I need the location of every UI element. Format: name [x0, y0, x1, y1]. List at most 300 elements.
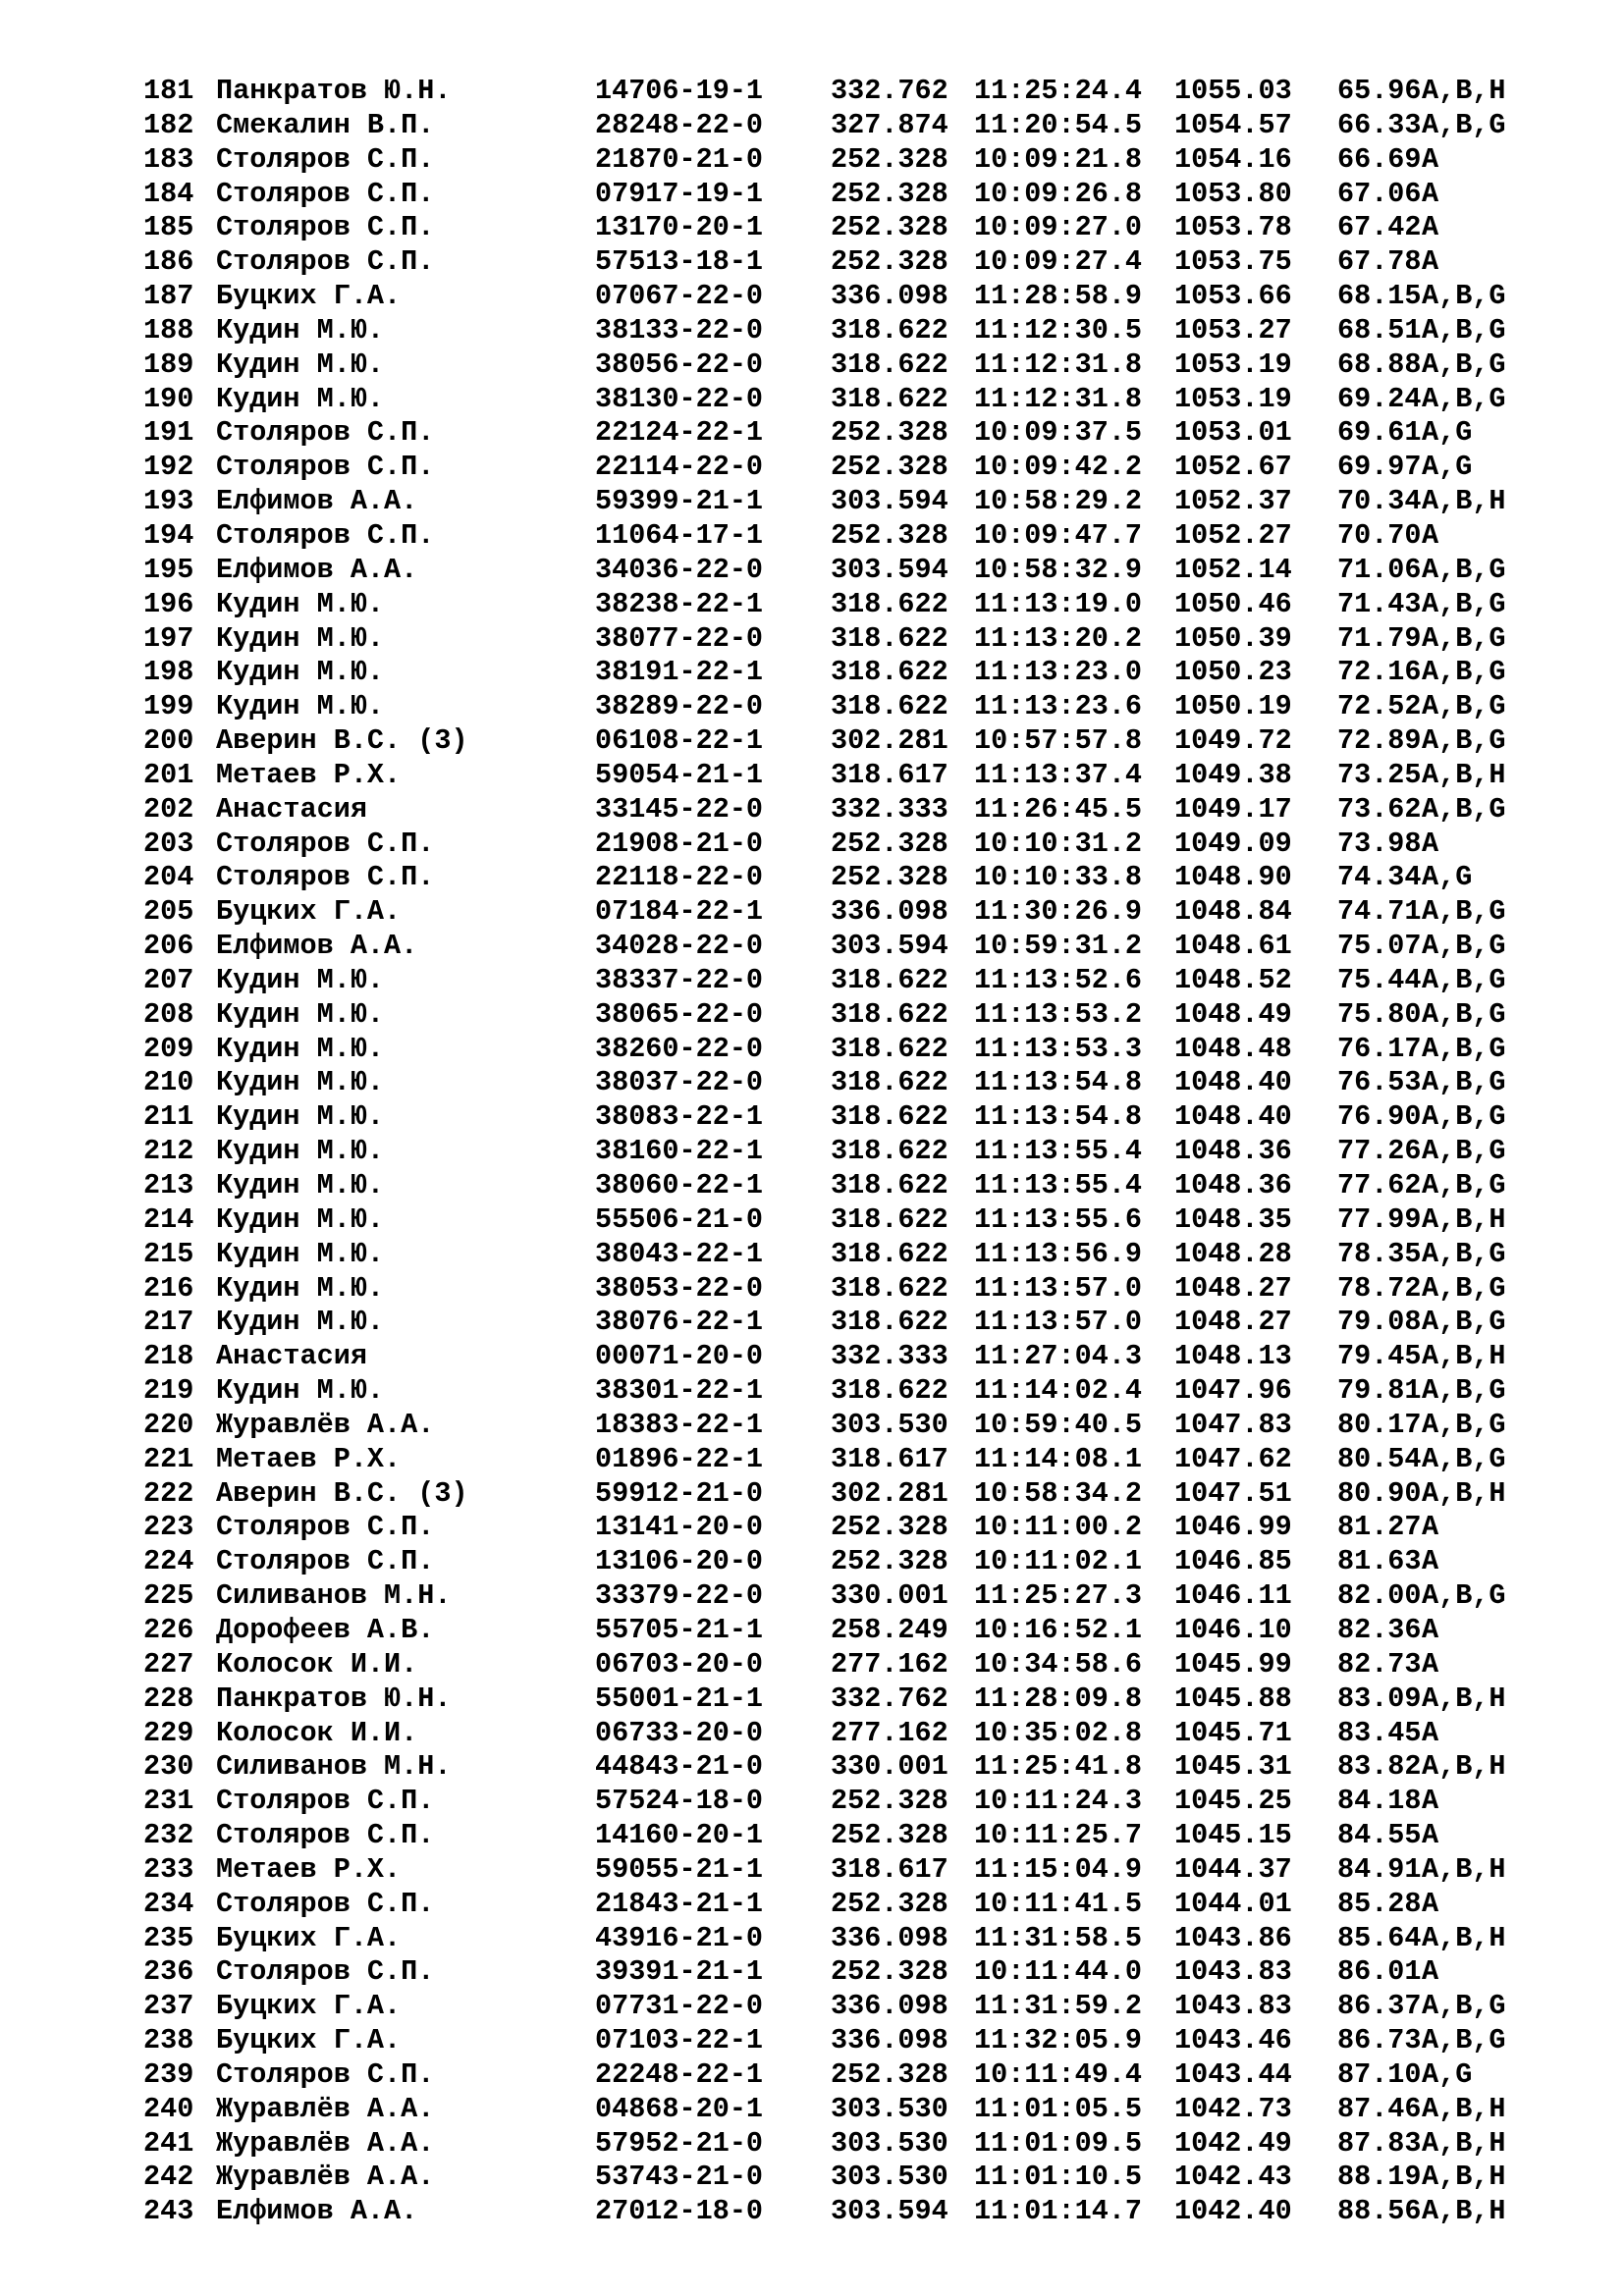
row-number: 196 — [143, 587, 194, 620]
row-number: 229 — [143, 1716, 194, 1749]
fancier-name: Кудин М.Ю. — [216, 1271, 385, 1305]
row-number: 217 — [143, 1306, 194, 1339]
arrival-time: 10:59:31.2 — [974, 930, 1143, 963]
arrival-time: 11:25:24.4 — [974, 75, 1143, 107]
coefficient: 84.91 — [1337, 1852, 1422, 1886]
coefficient: 75.07 — [1337, 930, 1422, 963]
row-number: 211 — [143, 1100, 194, 1134]
coefficient: 79.08 — [1337, 1306, 1422, 1339]
classes: A — [1422, 1613, 1439, 1646]
ring-number: 39391-21-1 — [595, 1955, 764, 1989]
arrival-time: 10:10:31.2 — [974, 827, 1143, 860]
fancier-name: Кудин М.Ю. — [216, 313, 385, 347]
fancier-name: Кудин М.Ю. — [216, 587, 385, 620]
distance: 252.328 — [831, 451, 948, 484]
ring-number: 13141-20-0 — [595, 1511, 764, 1544]
distance: 318.622 — [831, 1135, 948, 1168]
classes: A,B,H — [1422, 758, 1506, 791]
ring-number: 38301-22-1 — [595, 1374, 764, 1408]
coefficient: 88.19 — [1337, 2161, 1422, 2194]
fancier-name: Журавлёв А.А. — [216, 2092, 435, 2125]
distance: 252.328 — [831, 1511, 948, 1544]
classes: A,B,G — [1422, 553, 1506, 586]
classes: A,B,G — [1422, 1100, 1506, 1134]
row-number: 216 — [143, 1271, 194, 1305]
arrival-time: 11:13:52.6 — [974, 963, 1143, 996]
classes: A,B,H — [1422, 2126, 1506, 2160]
row-number: 227 — [143, 1647, 194, 1681]
row-number: 242 — [143, 2161, 194, 2194]
classes: A,B,H — [1422, 1202, 1506, 1236]
speed: 1045.25 — [1174, 1785, 1292, 1818]
arrival-time: 11:26:45.5 — [974, 792, 1143, 826]
classes: A,B,G — [1422, 1271, 1506, 1305]
coefficient: 85.64 — [1337, 1921, 1422, 1954]
coefficient: 71.43 — [1337, 587, 1422, 620]
ring-number: 38076-22-1 — [595, 1306, 764, 1339]
arrival-time: 10:09:21.8 — [974, 142, 1143, 176]
ring-number: 59054-21-1 — [595, 758, 764, 791]
row-number: 201 — [143, 758, 194, 791]
ring-number: 07917-19-1 — [595, 177, 764, 210]
distance: 252.328 — [831, 416, 948, 450]
distance: 318.622 — [831, 656, 948, 689]
speed: 1048.36 — [1174, 1135, 1292, 1168]
classes: A,B,G — [1422, 313, 1506, 347]
distance: 252.328 — [831, 211, 948, 244]
distance: 336.098 — [831, 1921, 948, 1954]
arrival-time: 11:28:58.9 — [974, 280, 1143, 313]
ring-number: 55506-21-0 — [595, 1202, 764, 1236]
ring-number: 14706-19-1 — [595, 75, 764, 107]
coefficient: 70.34 — [1337, 485, 1422, 518]
row-number: 230 — [143, 1750, 194, 1784]
ring-number: 07184-22-1 — [595, 895, 764, 929]
fancier-name: Буцких Г.А. — [216, 2024, 402, 2057]
fancier-name: Кудин М.Ю. — [216, 997, 385, 1031]
ring-number: 01896-22-1 — [595, 1442, 764, 1475]
coefficient: 83.82 — [1337, 1750, 1422, 1784]
row-number: 182 — [143, 108, 194, 141]
arrival-time: 11:28:09.8 — [974, 1682, 1143, 1715]
row-number: 210 — [143, 1066, 194, 1099]
ring-number: 59055-21-1 — [595, 1852, 764, 1886]
arrival-time: 11:25:41.8 — [974, 1750, 1143, 1784]
coefficient: 77.99 — [1337, 1202, 1422, 1236]
distance: 318.622 — [831, 1032, 948, 1065]
arrival-time: 10:58:32.9 — [974, 553, 1143, 586]
row-number: 232 — [143, 1819, 194, 1852]
distance: 252.328 — [831, 1955, 948, 1989]
fancier-name: Елфимов А.А. — [216, 553, 418, 586]
row-number: 184 — [143, 177, 194, 210]
fancier-name: Буцких Г.А. — [216, 280, 402, 313]
speed: 1048.35 — [1174, 1202, 1292, 1236]
arrival-time: 11:13:23.6 — [974, 690, 1143, 723]
fancier-name: Метаев Р.Х. — [216, 1442, 402, 1475]
arrival-time: 10:11:25.7 — [974, 1819, 1143, 1852]
coefficient: 85.28 — [1337, 1887, 1422, 1920]
speed: 1045.71 — [1174, 1716, 1292, 1749]
speed: 1047.83 — [1174, 1408, 1292, 1441]
coefficient: 71.79 — [1337, 621, 1422, 655]
fancier-name: Смекалин В.П. — [216, 108, 435, 141]
coefficient: 67.06 — [1337, 177, 1422, 210]
row-number: 209 — [143, 1032, 194, 1065]
distance: 252.328 — [831, 1545, 948, 1578]
distance: 318.622 — [831, 690, 948, 723]
speed: 1043.83 — [1174, 1990, 1292, 2023]
speed: 1043.83 — [1174, 1955, 1292, 1989]
distance: 336.098 — [831, 1990, 948, 2023]
row-number: 235 — [143, 1921, 194, 1954]
fancier-name: Колосок И.И. — [216, 1716, 418, 1749]
row-number: 188 — [143, 313, 194, 347]
speed: 1045.31 — [1174, 1750, 1292, 1784]
arrival-time: 10:57:57.8 — [974, 724, 1143, 758]
distance: 318.622 — [831, 313, 948, 347]
fancier-name: Аверин В.С. (3) — [216, 1476, 468, 1510]
arrival-time: 10:58:29.2 — [974, 485, 1143, 518]
distance: 327.874 — [831, 108, 948, 141]
speed: 1050.23 — [1174, 656, 1292, 689]
speed: 1053.19 — [1174, 382, 1292, 415]
coefficient: 76.53 — [1337, 1066, 1422, 1099]
speed: 1042.40 — [1174, 2195, 1292, 2228]
speed: 1046.99 — [1174, 1511, 1292, 1544]
ring-number: 07103-22-1 — [595, 2024, 764, 2057]
distance: 303.530 — [831, 1408, 948, 1441]
distance: 318.622 — [831, 963, 948, 996]
speed: 1044.37 — [1174, 1852, 1292, 1886]
coefficient: 83.45 — [1337, 1716, 1422, 1749]
row-number: 198 — [143, 656, 194, 689]
classes: A,B,G — [1422, 382, 1506, 415]
coefficient: 72.16 — [1337, 656, 1422, 689]
coefficient: 73.62 — [1337, 792, 1422, 826]
ring-number: 38053-22-0 — [595, 1271, 764, 1305]
distance: 258.249 — [831, 1613, 948, 1646]
fancier-name: Столяров С.П. — [216, 451, 435, 484]
classes: A,B,G — [1422, 724, 1506, 758]
coefficient: 80.17 — [1337, 1408, 1422, 1441]
coefficient: 78.35 — [1337, 1237, 1422, 1270]
ring-number: 11064-17-1 — [595, 518, 764, 552]
ring-number: 38160-22-1 — [595, 1135, 764, 1168]
classes: A — [1422, 1955, 1439, 1989]
distance: 318.622 — [831, 1066, 948, 1099]
row-number: 191 — [143, 416, 194, 450]
speed: 1055.03 — [1174, 75, 1292, 107]
arrival-time: 11:12:31.8 — [974, 382, 1143, 415]
ring-number: 21870-21-0 — [595, 142, 764, 176]
classes: A,B,H — [1422, 75, 1506, 107]
fancier-name: Елфимов А.А. — [216, 930, 418, 963]
distance: 303.594 — [831, 2195, 948, 2228]
row-number: 231 — [143, 1785, 194, 1818]
arrival-time: 10:58:34.2 — [974, 1476, 1143, 1510]
speed: 1045.99 — [1174, 1647, 1292, 1681]
distance: 277.162 — [831, 1647, 948, 1681]
classes: A,B,H — [1422, 1476, 1506, 1510]
speed: 1049.38 — [1174, 758, 1292, 791]
coefficient: 76.17 — [1337, 1032, 1422, 1065]
speed: 1048.40 — [1174, 1100, 1292, 1134]
fancier-name: Кудин М.Ю. — [216, 1306, 385, 1339]
distance: 252.328 — [831, 861, 948, 894]
row-number: 221 — [143, 1442, 194, 1475]
coefficient: 75.44 — [1337, 963, 1422, 996]
fancier-name: Кудин М.Ю. — [216, 382, 385, 415]
fancier-name: Столяров С.П. — [216, 827, 435, 860]
classes: A,B,G — [1422, 1135, 1506, 1168]
fancier-name: Кудин М.Ю. — [216, 656, 385, 689]
ring-number: 07731-22-0 — [595, 1990, 764, 2023]
classes: A,B,G — [1422, 621, 1506, 655]
distance: 318.617 — [831, 1852, 948, 1886]
speed: 1048.49 — [1174, 997, 1292, 1031]
distance: 336.098 — [831, 2024, 948, 2057]
fancier-name: Метаев Р.Х. — [216, 1852, 402, 1886]
coefficient: 69.61 — [1337, 416, 1422, 450]
speed: 1054.57 — [1174, 108, 1292, 141]
coefficient: 78.72 — [1337, 1271, 1422, 1305]
fancier-name: Журавлёв А.А. — [216, 2126, 435, 2160]
classes: A — [1422, 1511, 1439, 1544]
arrival-time: 11:15:04.9 — [974, 1852, 1143, 1886]
arrival-time: 10:11:02.1 — [974, 1545, 1143, 1578]
row-number: 197 — [143, 621, 194, 655]
coefficient: 70.70 — [1337, 518, 1422, 552]
coefficient: 73.98 — [1337, 827, 1422, 860]
ring-number: 57524-18-0 — [595, 1785, 764, 1818]
fancier-name: Столяров С.П. — [216, 861, 435, 894]
ring-number: 38065-22-0 — [595, 997, 764, 1031]
distance: 303.594 — [831, 553, 948, 586]
classes: A,B,H — [1422, 485, 1506, 518]
row-number: 233 — [143, 1852, 194, 1886]
fancier-name: Столяров С.П. — [216, 177, 435, 210]
arrival-time: 10:09:27.4 — [974, 245, 1143, 279]
ring-number: 00071-20-0 — [595, 1340, 764, 1373]
classes: A,B,G — [1422, 108, 1506, 141]
arrival-time: 11:01:05.5 — [974, 2092, 1143, 2125]
ring-number: 59912-21-0 — [595, 1476, 764, 1510]
arrival-time: 11:13:53.3 — [974, 1032, 1143, 1065]
distance: 318.622 — [831, 347, 948, 381]
distance: 318.617 — [831, 1442, 948, 1475]
row-number: 224 — [143, 1545, 194, 1578]
arrival-time: 11:31:59.2 — [974, 1990, 1143, 2023]
speed: 1052.14 — [1174, 553, 1292, 586]
ring-number: 06108-22-1 — [595, 724, 764, 758]
fancier-name: Столяров С.П. — [216, 211, 435, 244]
ring-number: 27012-18-0 — [595, 2195, 764, 2228]
ring-number: 57952-21-0 — [595, 2126, 764, 2160]
coefficient: 67.78 — [1337, 245, 1422, 279]
distance: 330.001 — [831, 1579, 948, 1613]
distance: 277.162 — [831, 1716, 948, 1749]
arrival-time: 11:25:27.3 — [974, 1579, 1143, 1613]
distance: 252.328 — [831, 142, 948, 176]
speed: 1053.66 — [1174, 280, 1292, 313]
coefficient: 71.06 — [1337, 553, 1422, 586]
arrival-time: 11:12:31.8 — [974, 347, 1143, 381]
fancier-name: Столяров С.П. — [216, 1819, 435, 1852]
distance: 332.333 — [831, 792, 948, 826]
row-number: 220 — [143, 1408, 194, 1441]
coefficient: 86.37 — [1337, 1990, 1422, 2023]
arrival-time: 11:32:05.9 — [974, 2024, 1143, 2057]
ring-number: 55001-21-1 — [595, 1682, 764, 1715]
row-number: 237 — [143, 1990, 194, 2023]
speed: 1048.52 — [1174, 963, 1292, 996]
distance: 303.530 — [831, 2092, 948, 2125]
speed: 1053.78 — [1174, 211, 1292, 244]
row-number: 228 — [143, 1682, 194, 1715]
row-number: 226 — [143, 1613, 194, 1646]
classes: A,G — [1422, 416, 1473, 450]
arrival-time: 11:27:04.3 — [974, 1340, 1143, 1373]
arrival-time: 11:13:55.6 — [974, 1202, 1143, 1236]
speed: 1053.75 — [1174, 245, 1292, 279]
distance: 303.530 — [831, 2126, 948, 2160]
speed: 1042.43 — [1174, 2161, 1292, 2194]
arrival-time: 11:01:10.5 — [974, 2161, 1143, 2194]
row-number: 222 — [143, 1476, 194, 1510]
ring-number: 33145-22-0 — [595, 792, 764, 826]
arrival-time: 11:13:55.4 — [974, 1169, 1143, 1201]
row-number: 215 — [143, 1237, 194, 1270]
speed: 1053.19 — [1174, 347, 1292, 381]
distance: 336.098 — [831, 280, 948, 313]
row-number: 204 — [143, 861, 194, 894]
ring-number: 38077-22-0 — [595, 621, 764, 655]
arrival-time: 11:13:53.2 — [974, 997, 1143, 1031]
arrival-time: 11:13:54.8 — [974, 1100, 1143, 1134]
fancier-name: Столяров С.П. — [216, 518, 435, 552]
classes: A,B,G — [1422, 1169, 1506, 1201]
ring-number: 44843-21-0 — [595, 1750, 764, 1784]
speed: 1044.01 — [1174, 1887, 1292, 1920]
row-number: 190 — [143, 382, 194, 415]
fancier-name: Кудин М.Ю. — [216, 1374, 385, 1408]
speed: 1048.27 — [1174, 1306, 1292, 1339]
classes: A — [1422, 245, 1439, 279]
classes: A — [1422, 1785, 1439, 1818]
distance: 302.281 — [831, 724, 948, 758]
arrival-time: 10:34:58.6 — [974, 1647, 1143, 1681]
fancier-name: Буцких Г.А. — [216, 1990, 402, 2023]
distance: 318.617 — [831, 758, 948, 791]
fancier-name: Кудин М.Ю. — [216, 1169, 385, 1201]
speed: 1043.46 — [1174, 2024, 1292, 2057]
classes: A,B,G — [1422, 2024, 1506, 2057]
coefficient: 79.81 — [1337, 1374, 1422, 1408]
classes: A,B,G — [1422, 1032, 1506, 1065]
distance: 318.622 — [831, 587, 948, 620]
arrival-time: 10:11:24.3 — [974, 1785, 1143, 1818]
fancier-name: Елфимов А.А. — [216, 485, 418, 518]
fancier-name: Столяров С.П. — [216, 1545, 435, 1578]
row-number: 240 — [143, 2092, 194, 2125]
row-number: 212 — [143, 1135, 194, 1168]
row-number: 185 — [143, 211, 194, 244]
arrival-time: 10:09:42.2 — [974, 451, 1143, 484]
fancier-name: Аверин В.С. (3) — [216, 724, 468, 758]
distance: 318.622 — [831, 1271, 948, 1305]
row-number: 206 — [143, 930, 194, 963]
speed: 1048.13 — [1174, 1340, 1292, 1373]
speed: 1043.44 — [1174, 2057, 1292, 2091]
ring-number: 53743-21-0 — [595, 2161, 764, 2194]
fancier-name: Анастасия — [216, 1340, 367, 1373]
ring-number: 38043-22-1 — [595, 1237, 764, 1270]
distance: 252.328 — [831, 245, 948, 279]
speed: 1048.90 — [1174, 861, 1292, 894]
speed: 1045.15 — [1174, 1819, 1292, 1852]
arrival-time: 11:13:23.0 — [974, 656, 1143, 689]
distance: 252.328 — [831, 177, 948, 210]
coefficient: 66.69 — [1337, 142, 1422, 176]
classes: A,B,H — [1422, 2195, 1506, 2228]
fancier-name: Кудин М.Ю. — [216, 621, 385, 655]
speed: 1052.67 — [1174, 451, 1292, 484]
coefficient: 75.80 — [1337, 997, 1422, 1031]
speed: 1050.39 — [1174, 621, 1292, 655]
distance: 252.328 — [831, 827, 948, 860]
row-number: 193 — [143, 485, 194, 518]
fancier-name: Кудин М.Ю. — [216, 1100, 385, 1134]
fancier-name: Столяров С.П. — [216, 416, 435, 450]
classes: A — [1422, 1887, 1439, 1920]
speed: 1053.01 — [1174, 416, 1292, 450]
arrival-time: 11:13:54.8 — [974, 1066, 1143, 1099]
classes: A,B,H — [1422, 2161, 1506, 2194]
arrival-time: 11:12:30.5 — [974, 313, 1143, 347]
ring-number: 38191-22-1 — [595, 656, 764, 689]
coefficient: 74.71 — [1337, 895, 1422, 929]
fancier-name: Кудин М.Ю. — [216, 963, 385, 996]
speed: 1042.49 — [1174, 2126, 1292, 2160]
classes: A,B,G — [1422, 1579, 1506, 1613]
fancier-name: Анастасия — [216, 792, 367, 826]
distance: 336.098 — [831, 895, 948, 929]
ring-number: 38060-22-1 — [595, 1169, 764, 1201]
fancier-name: Силиванов М.Н. — [216, 1750, 452, 1784]
arrival-time: 11:13:55.4 — [974, 1135, 1143, 1168]
ring-number: 34036-22-0 — [595, 553, 764, 586]
arrival-time: 11:14:08.1 — [974, 1442, 1143, 1475]
ring-number: 22248-22-1 — [595, 2057, 764, 2091]
arrival-time: 11:01:14.7 — [974, 2195, 1143, 2228]
distance: 332.762 — [831, 1682, 948, 1715]
distance: 318.622 — [831, 1374, 948, 1408]
ring-number: 38056-22-0 — [595, 347, 764, 381]
row-number: 241 — [143, 2126, 194, 2160]
ring-number: 14160-20-1 — [595, 1819, 764, 1852]
coefficient: 72.89 — [1337, 724, 1422, 758]
row-number: 219 — [143, 1374, 194, 1408]
classes: A,B,G — [1422, 690, 1506, 723]
classes: A,B,G — [1422, 963, 1506, 996]
ring-number: 38238-22-1 — [595, 587, 764, 620]
coefficient: 68.15 — [1337, 280, 1422, 313]
coefficient: 82.73 — [1337, 1647, 1422, 1681]
classes: A,B,G — [1422, 347, 1506, 381]
fancier-name: Журавлёв А.А. — [216, 1408, 435, 1441]
classes: A,B,G — [1422, 656, 1506, 689]
